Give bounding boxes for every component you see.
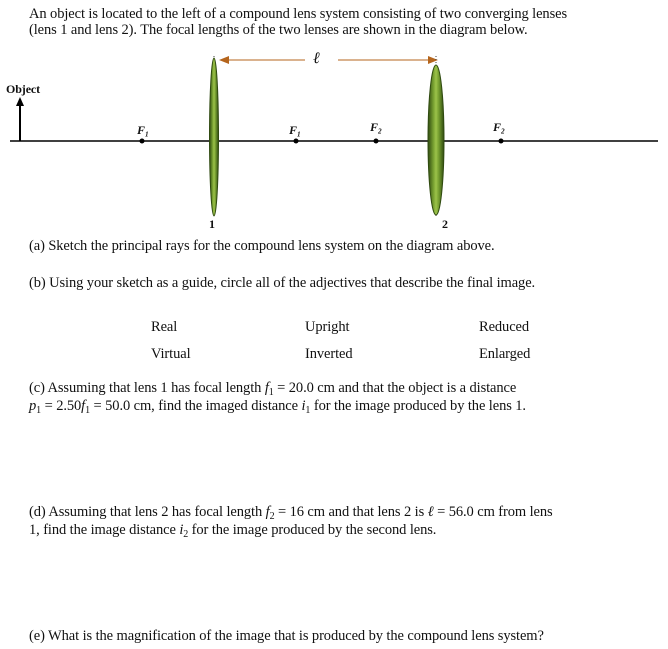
lens-2 (428, 65, 444, 215)
part-c-line-2: $p_1 = 2.50f_1 = 50.0$ cm, find the imaged distance $i_1$ for the image produced by the lens 1. (29, 398, 526, 416)
part-b-text: (b) Using your sketch as a guide, circle all of the adjectives that describe the final image. (29, 275, 536, 291)
separation-label: ℓ (313, 50, 320, 67)
adjective-real[interactable]: Real (151, 319, 178, 335)
adjective-reduced[interactable]: Reduced (479, 319, 530, 335)
intro-line-2: (lens 1 and lens 2). The focal lengths of the two lenses are shown in the diagram below. (29, 22, 528, 38)
part-c-line-1: (c) Assuming that lens 1 has focal length $f_1 = 20.0$ cm and that the object is a distance (29, 380, 517, 398)
focal-point-f1-right (294, 139, 299, 144)
object-arrow (16, 97, 24, 141)
adjective-inverted[interactable]: Inverted (305, 346, 353, 362)
adjective-virtual[interactable]: Virtual (151, 346, 191, 362)
adjective-enlarged[interactable]: Enlarged (479, 346, 531, 362)
lens-diagram (0, 0, 668, 240)
focal-point-f2-left (374, 139, 379, 144)
separation-arrow (219, 56, 438, 64)
lens-label-1: 1 (209, 217, 215, 231)
object-label: Object (6, 82, 41, 96)
lens-label-2: 2 (442, 217, 448, 231)
focal-label-f2-left: F₂ (370, 120, 382, 134)
lens-1 (210, 58, 219, 216)
focal-point-f1-left (140, 139, 145, 144)
focal-label-f1-right: F₁ (289, 123, 301, 137)
focal-label-f1-left: F₁ (137, 123, 149, 137)
part-d-line-1: (d) Assuming that lens 2 has focal length $f_2 = 16$ cm and that lens 2 is ℓ = 56.0 cm from lens (29, 504, 553, 522)
part-d-line-2: 1, find the image distance $i_2$ for the image produced by the second lens. (29, 522, 437, 540)
focal-point-f2-right (499, 139, 504, 144)
adjective-upright[interactable]: Upright (305, 319, 350, 335)
focal-label-f2-right: F₂ (493, 120, 505, 134)
part-a-text: (a) Sketch the principal rays for the compound lens system on the diagram above. (29, 238, 495, 254)
intro-line-1: An object is located to the left of a compound lens system consisting of two converging lenses (29, 6, 568, 22)
part-e-text: (e) What is the magnification of the image that is produced by the compound lens system? (29, 628, 544, 644)
